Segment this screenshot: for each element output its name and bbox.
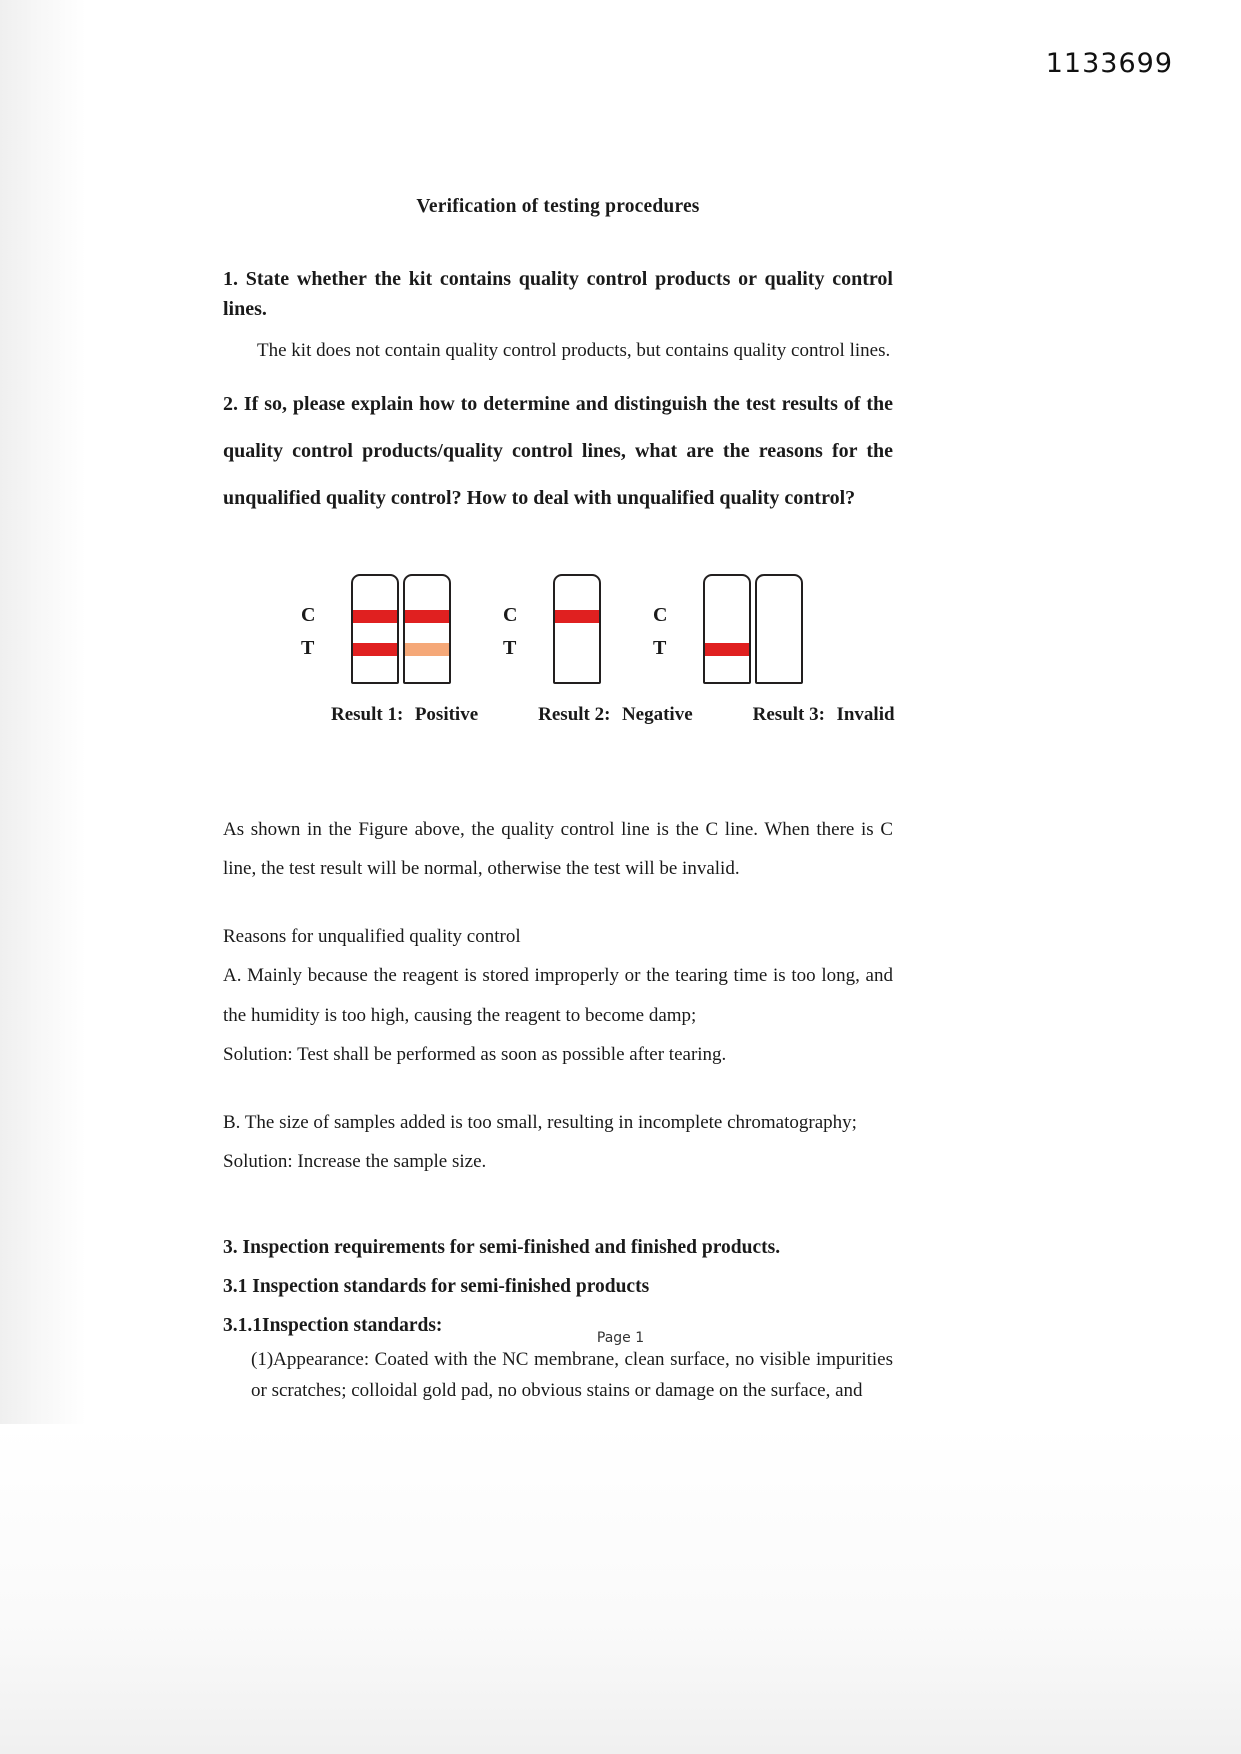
question-1-heading: 1. State whether the kit contains quality control products or quality control lines.	[223, 268, 893, 321]
control-line-label: C	[503, 603, 518, 626]
solution-b: Solution: Increase the sample size.	[223, 1151, 487, 1173]
test-line-label: T	[301, 636, 315, 659]
test-band-faint	[403, 643, 451, 656]
test-strip	[703, 574, 751, 684]
figure-note-paragraph: As shown in the Figure above, the quality control line is the C line. When there is C line, the test result will be normal, otherwise the test will be invalid.	[223, 818, 893, 880]
spacer	[223, 1182, 893, 1228]
strips-2	[553, 574, 601, 684]
caption-colon: :	[818, 703, 827, 725]
ct-labels-2	[503, 574, 533, 684]
strips-3	[703, 574, 803, 684]
test-strip-row	[223, 574, 893, 684]
ct-labels-1	[301, 574, 331, 684]
test-strip-blank	[755, 574, 803, 684]
caption-prefix: Result 1	[331, 703, 397, 725]
section-3-1-1-item-1: (1)Appearance: Coated with the NC membrane, clean surface, no visible impurities or scratches; colloidal gold pad, no obvious stains or damage on the surface, and	[251, 1348, 893, 1401]
control-line-label: C	[301, 603, 316, 626]
scan-edge-shading-bottom	[0, 1424, 1241, 1754]
caption-prefix: Result 3	[752, 703, 819, 725]
test-band	[351, 643, 399, 656]
caption-value: Invalid	[836, 703, 895, 725]
caption-colon: :	[604, 703, 613, 725]
question-1-answer: The kit does not contain quality control products, but contains quality control lines.	[257, 339, 891, 361]
document-title: Verification of testing procedures	[416, 196, 700, 217]
page-footer-label: Page 1	[596, 1330, 645, 1346]
question-2-heading: 2. If so, please explain how to determine and distinguish the test results of the quality control products/quality control lines, what are the reasons for the unqualified quality control? How to deal with unqualified quality control?	[223, 393, 893, 509]
test-band	[703, 643, 751, 656]
strips-1	[351, 574, 451, 684]
result-group-2	[503, 574, 601, 684]
ct-labels-3	[653, 574, 683, 684]
caption-colon: :	[396, 703, 406, 725]
control-band	[351, 610, 399, 623]
control-band	[403, 610, 451, 623]
test-line-label: T	[653, 636, 667, 659]
spacer	[223, 1075, 893, 1103]
spacer	[223, 889, 893, 917]
caption-result-1	[331, 704, 478, 726]
spacer	[223, 764, 893, 810]
spacer	[223, 365, 893, 381]
test-line-label: T	[503, 636, 517, 659]
test-strip	[553, 574, 601, 684]
figure-captions	[223, 704, 893, 726]
caption-value: Positive	[414, 703, 479, 725]
caption-result-3	[753, 704, 895, 726]
reason-a: A. Mainly because the reagent is stored improperly or the tearing time is too long, and the humidity is too high, causing the reagent to become damp;	[223, 965, 893, 1026]
caption-prefix: Result 2	[538, 703, 605, 725]
scan-edge-shading-left	[0, 0, 86, 1754]
reasons-title: Reasons for unqualified quality control	[223, 925, 521, 947]
result-group-1	[301, 574, 451, 684]
section-3-heading: 3. Inspection requirements for semi-finished and finished products.	[223, 1236, 781, 1258]
control-line-label: C	[653, 603, 668, 626]
control-band	[553, 610, 601, 623]
solution-a: Solution: Test shall be performed as soon as possible after tearing.	[223, 1044, 727, 1066]
section-3-1-1-heading: 3.1.1Inspection standards:	[223, 1314, 443, 1336]
document-content	[223, 196, 893, 1406]
caption-result-2	[538, 704, 693, 726]
test-strip-figure	[223, 574, 893, 764]
section-3-1-heading: 3.1 Inspection standards for semi-finished products	[223, 1275, 650, 1297]
result-group-3	[653, 574, 803, 684]
test-strip	[351, 574, 399, 684]
reason-b: B. The size of samples added is too small, resulting in incomplete chromatography;	[223, 1111, 857, 1133]
test-strip	[403, 574, 451, 684]
document-number: 1133699	[1045, 48, 1173, 79]
caption-value: Negative	[621, 703, 693, 725]
